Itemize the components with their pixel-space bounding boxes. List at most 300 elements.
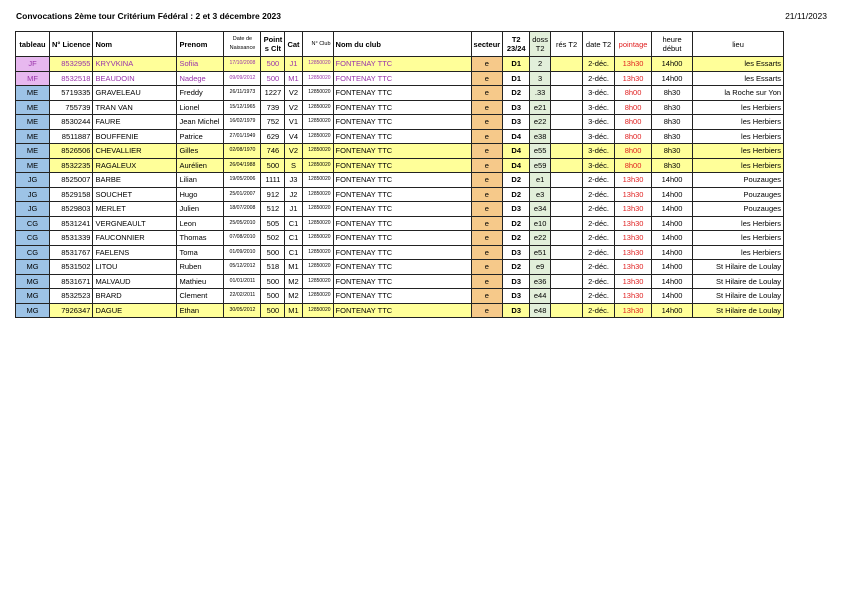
table-row	[16, 187, 784, 202]
table-row	[16, 274, 784, 289]
cell-nom: DAGUE	[93, 303, 177, 318]
cell-licence: 8531339	[50, 231, 93, 246]
table-row	[16, 216, 784, 231]
cell-doss: e10	[530, 216, 551, 231]
cell-pointage: 8h00	[615, 144, 652, 159]
cell-secteur: e	[471, 57, 503, 72]
cell-t2: D2	[503, 216, 530, 231]
cell-club: FONTENAY TTC	[333, 144, 471, 159]
cell-points: 518	[261, 260, 285, 275]
cell-num-club: 12850020	[302, 86, 333, 101]
table-row	[16, 158, 784, 173]
cell-points: 500	[261, 289, 285, 304]
table-body	[16, 57, 784, 318]
col-header-prenom: Prenom	[177, 32, 224, 57]
cell-date-t2: 2-déc.	[583, 260, 615, 275]
cell-heure: 14h00	[652, 57, 693, 72]
cell-lieu: les Herbiers	[693, 216, 784, 231]
cell-points: 746	[261, 144, 285, 159]
cell-secteur: e	[471, 245, 503, 260]
cell-lieu: les Herbiers	[693, 144, 784, 159]
cell-date-t2: 3-déc.	[583, 158, 615, 173]
cell-cat: V2	[285, 86, 302, 101]
cell-pointage: 13h30	[615, 173, 652, 188]
table-row	[16, 71, 784, 86]
cell-t2: D4	[503, 144, 530, 159]
cell-naissance: 26/04/1988	[224, 158, 261, 173]
cell-heure: 14h00	[652, 289, 693, 304]
cell-licence: 8532955	[50, 57, 93, 72]
table-row	[16, 231, 784, 246]
cell-lieu: St Hilaire de Loulay	[693, 260, 784, 275]
cell-res-t2	[551, 173, 583, 188]
col-header-tableau: tableau	[16, 32, 50, 57]
cell-nom: KRYVKINA	[93, 57, 177, 72]
cell-lieu: les Herbiers	[693, 100, 784, 115]
cell-num-club: 12850020	[302, 71, 333, 86]
cell-res-t2	[551, 289, 583, 304]
cell-num-club: 12850020	[302, 289, 333, 304]
cell-club: FONTENAY TTC	[333, 100, 471, 115]
cell-res-t2	[551, 260, 583, 275]
cell-heure: 14h00	[652, 231, 693, 246]
cell-date-t2: 2-déc.	[583, 274, 615, 289]
cell-tableau: ME	[16, 144, 50, 159]
cell-prenom: Thomas	[177, 231, 224, 246]
cell-pointage: 13h30	[615, 202, 652, 217]
cell-res-t2	[551, 187, 583, 202]
cell-tableau: MF	[16, 71, 50, 86]
cell-num-club: 12850020	[302, 57, 333, 72]
cell-naissance: 26/11/1973	[224, 86, 261, 101]
cell-secteur: e	[471, 289, 503, 304]
cell-points: 500	[261, 158, 285, 173]
cell-licence: 8532518	[50, 71, 93, 86]
cell-res-t2	[551, 115, 583, 130]
cell-pointage: 8h00	[615, 129, 652, 144]
cell-nom: MALVAUD	[93, 274, 177, 289]
col-header-nom-club: Nom du club	[333, 32, 471, 57]
cell-tableau: ME	[16, 100, 50, 115]
cell-club: FONTENAY TTC	[333, 245, 471, 260]
col-header-pointage: pointage	[615, 32, 652, 57]
cell-lieu: les Herbiers	[693, 245, 784, 260]
cell-lieu: les Essarts	[693, 71, 784, 86]
cell-naissance: 19/05/2006	[224, 173, 261, 188]
cell-res-t2	[551, 71, 583, 86]
cell-res-t2	[551, 57, 583, 72]
cell-heure: 14h00	[652, 216, 693, 231]
cell-heure: 8h30	[652, 86, 693, 101]
cell-doss: e51	[530, 245, 551, 260]
cell-nom: SOUCHET	[93, 187, 177, 202]
cell-nom: CHEVALLIER	[93, 144, 177, 159]
cell-secteur: e	[471, 158, 503, 173]
cell-pointage: 13h30	[615, 57, 652, 72]
cell-prenom: Clement	[177, 289, 224, 304]
cell-doss: e34	[530, 202, 551, 217]
cell-res-t2	[551, 129, 583, 144]
cell-secteur: e	[471, 231, 503, 246]
cell-num-club: 12850020	[302, 187, 333, 202]
cell-num-club: 12850020	[302, 274, 333, 289]
cell-prenom: Julien	[177, 202, 224, 217]
cell-club: FONTENAY TTC	[333, 231, 471, 246]
cell-cat: C1	[285, 231, 302, 246]
cell-heure: 8h30	[652, 115, 693, 130]
cell-res-t2	[551, 231, 583, 246]
cell-tableau: ME	[16, 86, 50, 101]
cell-points: 500	[261, 71, 285, 86]
cell-licence: 8511887	[50, 129, 93, 144]
col-header-cat: Cat	[285, 32, 302, 57]
cell-heure: 14h00	[652, 260, 693, 275]
cell-cat: C1	[285, 245, 302, 260]
cell-licence: 8529803	[50, 202, 93, 217]
col-header-t2: T2 23/24	[503, 32, 530, 57]
cell-tableau: ME	[16, 115, 50, 130]
page-title: Convocations 2ème tour Critérium Fédéral : 2 et 3 décembre 2023	[16, 11, 282, 21]
col-header-doss: doss T2	[530, 32, 551, 57]
col-header-date-t2: date T2	[583, 32, 615, 57]
cell-club: FONTENAY TTC	[333, 202, 471, 217]
cell-prenom: Gilles	[177, 144, 224, 159]
cell-licence: 8532235	[50, 158, 93, 173]
page-date: 21/11/2023	[785, 11, 827, 21]
cell-prenom: Jean Michel	[177, 115, 224, 130]
cell-licence: 8530244	[50, 115, 93, 130]
col-header-num-club: N° Club	[302, 32, 333, 57]
cell-prenom: Ruben	[177, 260, 224, 275]
cell-num-club: 12850020	[302, 303, 333, 318]
col-header-points: Point s Clt	[261, 32, 285, 57]
cell-date-t2: 2-déc.	[583, 187, 615, 202]
cell-naissance: 22/02/2011	[224, 289, 261, 304]
cell-nom: LITOU	[93, 260, 177, 275]
cell-naissance: 16/02/1979	[224, 115, 261, 130]
cell-lieu: Pouzauges	[693, 173, 784, 188]
cell-naissance: 05/12/2012	[224, 260, 261, 275]
cell-club: FONTENAY TTC	[333, 260, 471, 275]
cell-t2: D2	[503, 86, 530, 101]
cell-heure: 14h00	[652, 71, 693, 86]
cell-num-club: 12850020	[302, 115, 333, 130]
cell-club: FONTENAY TTC	[333, 115, 471, 130]
cell-date-t2: 2-déc.	[583, 202, 615, 217]
cell-t2: D3	[503, 303, 530, 318]
cell-secteur: e	[471, 173, 503, 188]
cell-prenom: Lionel	[177, 100, 224, 115]
table-row	[16, 260, 784, 275]
cell-doss: e9	[530, 260, 551, 275]
cell-date-t2: 2-déc.	[583, 303, 615, 318]
cell-cat: M1	[285, 260, 302, 275]
cell-tableau: CG	[16, 245, 50, 260]
cell-licence: 8525007	[50, 173, 93, 188]
cell-tableau: ME	[16, 158, 50, 173]
cell-res-t2	[551, 245, 583, 260]
cell-tableau: CG	[16, 216, 50, 231]
cell-tableau: MG	[16, 260, 50, 275]
cell-pointage: 13h30	[615, 289, 652, 304]
cell-licence: 8526506	[50, 144, 93, 159]
cell-heure: 14h00	[652, 245, 693, 260]
cell-naissance: 02/08/1970	[224, 144, 261, 159]
cell-nom: MERLET	[93, 202, 177, 217]
cell-cat: M2	[285, 274, 302, 289]
cell-num-club: 12850020	[302, 231, 333, 246]
cell-tableau: MG	[16, 289, 50, 304]
col-header-heure: heure début	[652, 32, 693, 57]
cell-licence: 8531671	[50, 274, 93, 289]
cell-nom: FAUCONNIER	[93, 231, 177, 246]
cell-club: FONTENAY TTC	[333, 289, 471, 304]
col-header-nom: Nom	[93, 32, 177, 57]
cell-points: 500	[261, 57, 285, 72]
cell-doss: .33	[530, 86, 551, 101]
cell-lieu: St Hilaire de Loulay	[693, 274, 784, 289]
cell-date-t2: 3-déc.	[583, 144, 615, 159]
cell-lieu: la Roche sur Yon	[693, 86, 784, 101]
cell-t2: D3	[503, 289, 530, 304]
cell-date-t2: 3-déc.	[583, 129, 615, 144]
cell-res-t2	[551, 216, 583, 231]
cell-pointage: 8h00	[615, 100, 652, 115]
cell-lieu: les Herbiers	[693, 115, 784, 130]
cell-date-t2: 3-déc.	[583, 100, 615, 115]
cell-naissance: 09/09/2012	[224, 71, 261, 86]
cell-t2: D2	[503, 260, 530, 275]
col-header-lieu: lieu	[693, 32, 784, 57]
cell-doss: e36	[530, 274, 551, 289]
cell-num-club: 12850020	[302, 202, 333, 217]
cell-doss: e3	[530, 187, 551, 202]
cell-date-t2: 2-déc.	[583, 231, 615, 246]
cell-cat: M1	[285, 303, 302, 318]
cell-secteur: e	[471, 274, 503, 289]
cell-res-t2	[551, 144, 583, 159]
cell-cat: J2	[285, 187, 302, 202]
cell-res-t2	[551, 86, 583, 101]
cell-doss: e55	[530, 144, 551, 159]
cell-doss: e59	[530, 158, 551, 173]
cell-t2: D4	[503, 158, 530, 173]
cell-tableau: JG	[16, 202, 50, 217]
cell-t2: D1	[503, 71, 530, 86]
cell-num-club: 12850020	[302, 260, 333, 275]
cell-naissance: 25/01/2007	[224, 187, 261, 202]
cell-date-t2: 2-déc.	[583, 245, 615, 260]
cell-secteur: e	[471, 303, 503, 318]
cell-secteur: e	[471, 115, 503, 130]
cell-cat: V2	[285, 144, 302, 159]
cell-secteur: e	[471, 144, 503, 159]
table-row	[16, 86, 784, 101]
cell-pointage: 13h30	[615, 260, 652, 275]
cell-naissance: 18/07/2008	[224, 202, 261, 217]
cell-cat: J3	[285, 173, 302, 188]
cell-licence: 5719335	[50, 86, 93, 101]
col-header-naissance: Date de Naissance	[224, 32, 261, 57]
cell-doss: e48	[530, 303, 551, 318]
cell-prenom: Patrice	[177, 129, 224, 144]
cell-doss: e38	[530, 129, 551, 144]
cell-lieu: St Hilaire de Loulay	[693, 289, 784, 304]
cell-t2: D3	[503, 202, 530, 217]
cell-pointage: 13h30	[615, 303, 652, 318]
cell-tableau: JF	[16, 57, 50, 72]
cell-nom: VERGNEAULT	[93, 216, 177, 231]
cell-nom: FAELENS	[93, 245, 177, 260]
cell-pointage: 13h30	[615, 187, 652, 202]
cell-lieu: St Hilaire de Loulay	[693, 303, 784, 318]
cell-nom: TRAN VAN	[93, 100, 177, 115]
cell-date-t2: 2-déc.	[583, 71, 615, 86]
cell-pointage: 13h30	[615, 71, 652, 86]
cell-tableau: MG	[16, 303, 50, 318]
cell-nom: BRARD	[93, 289, 177, 304]
cell-cat: J1	[285, 57, 302, 72]
cell-doss: 3	[530, 71, 551, 86]
cell-prenom: Hugo	[177, 187, 224, 202]
table-row	[16, 129, 784, 144]
table-row	[16, 303, 784, 318]
cell-secteur: e	[471, 187, 503, 202]
cell-licence: 8531502	[50, 260, 93, 275]
cell-tableau: ME	[16, 129, 50, 144]
table-row	[16, 289, 784, 304]
cell-nom: BOUFFENIE	[93, 129, 177, 144]
cell-points: 500	[261, 303, 285, 318]
cell-points: 512	[261, 202, 285, 217]
cell-cat: S	[285, 158, 302, 173]
cell-prenom: Aurélien	[177, 158, 224, 173]
cell-nom: BARBE	[93, 173, 177, 188]
cell-lieu: les Herbiers	[693, 231, 784, 246]
cell-pointage: 13h30	[615, 216, 652, 231]
table-row	[16, 144, 784, 159]
cell-points: 500	[261, 274, 285, 289]
cell-doss: e22	[530, 115, 551, 130]
cell-doss: e21	[530, 100, 551, 115]
cell-lieu: Pouzauges	[693, 202, 784, 217]
convocations-table	[15, 31, 784, 318]
cell-heure: 14h00	[652, 202, 693, 217]
cell-prenom: Mathieu	[177, 274, 224, 289]
cell-cat: V1	[285, 115, 302, 130]
cell-res-t2	[551, 274, 583, 289]
cell-club: FONTENAY TTC	[333, 129, 471, 144]
cell-date-t2: 2-déc.	[583, 216, 615, 231]
cell-naissance: 27/01/1949	[224, 129, 261, 144]
cell-cat: M1	[285, 71, 302, 86]
cell-cat: J1	[285, 202, 302, 217]
cell-heure: 8h30	[652, 158, 693, 173]
cell-date-t2: 3-déc.	[583, 86, 615, 101]
cell-t2: D3	[503, 245, 530, 260]
cell-secteur: e	[471, 86, 503, 101]
cell-pointage: 13h30	[615, 245, 652, 260]
cell-prenom: Leon	[177, 216, 224, 231]
cell-num-club: 12850020	[302, 245, 333, 260]
table-row	[16, 245, 784, 260]
cell-tableau: MG	[16, 274, 50, 289]
table-row	[16, 173, 784, 188]
cell-naissance: 25/05/2010	[224, 216, 261, 231]
cell-points: 500	[261, 245, 285, 260]
cell-res-t2	[551, 303, 583, 318]
cell-heure: 14h00	[652, 274, 693, 289]
cell-secteur: e	[471, 202, 503, 217]
cell-club: FONTENAY TTC	[333, 274, 471, 289]
cell-t2: D4	[503, 129, 530, 144]
cell-date-t2: 3-déc.	[583, 115, 615, 130]
cell-tableau: CG	[16, 231, 50, 246]
cell-tableau: JG	[16, 187, 50, 202]
cell-heure: 8h30	[652, 100, 693, 115]
cell-club: FONTENAY TTC	[333, 216, 471, 231]
cell-t2: D2	[503, 173, 530, 188]
cell-lieu: les Essarts	[693, 57, 784, 72]
cell-naissance: 07/08/2010	[224, 231, 261, 246]
cell-nom: GRAVELEAU	[93, 86, 177, 101]
cell-points: 1111	[261, 173, 285, 188]
cell-heure: 8h30	[652, 129, 693, 144]
cell-t2: D2	[503, 231, 530, 246]
cell-lieu: les Herbiers	[693, 129, 784, 144]
cell-date-t2: 2-déc.	[583, 57, 615, 72]
cell-club: FONTENAY TTC	[333, 173, 471, 188]
cell-secteur: e	[471, 129, 503, 144]
cell-nom: FAURE	[93, 115, 177, 130]
cell-num-club: 12850020	[302, 158, 333, 173]
cell-licence: 8532523	[50, 289, 93, 304]
cell-naissance: 17/10/2008	[224, 57, 261, 72]
cell-naissance: 30/05/2012	[224, 303, 261, 318]
table-row	[16, 202, 784, 217]
col-header-secteur: secteur	[471, 32, 503, 57]
cell-doss: e44	[530, 289, 551, 304]
cell-cat: V4	[285, 129, 302, 144]
cell-club: FONTENAY TTC	[333, 86, 471, 101]
cell-club: FONTENAY TTC	[333, 57, 471, 72]
cell-lieu: Pouzauges	[693, 187, 784, 202]
cell-points: 629	[261, 129, 285, 144]
cell-heure: 14h00	[652, 303, 693, 318]
cell-points: 502	[261, 231, 285, 246]
cell-res-t2	[551, 202, 583, 217]
cell-secteur: e	[471, 260, 503, 275]
cell-secteur: e	[471, 100, 503, 115]
col-header-licence: N° Licence	[50, 32, 93, 57]
cell-nom: BEAUDOIN	[93, 71, 177, 86]
cell-num-club: 12850020	[302, 216, 333, 231]
cell-prenom: Ethan	[177, 303, 224, 318]
cell-pointage: 8h00	[615, 115, 652, 130]
cell-nom: RAGALEUX	[93, 158, 177, 173]
cell-t2: D3	[503, 115, 530, 130]
cell-naissance: 01/09/2010	[224, 245, 261, 260]
cell-doss: e22	[530, 231, 551, 246]
table-row	[16, 57, 784, 72]
cell-t2: D3	[503, 274, 530, 289]
cell-secteur: e	[471, 71, 503, 86]
cell-num-club: 12850020	[302, 144, 333, 159]
cell-licence: 755739	[50, 100, 93, 115]
cell-club: FONTENAY TTC	[333, 303, 471, 318]
cell-prenom: Freddy	[177, 86, 224, 101]
cell-pointage: 13h30	[615, 231, 652, 246]
